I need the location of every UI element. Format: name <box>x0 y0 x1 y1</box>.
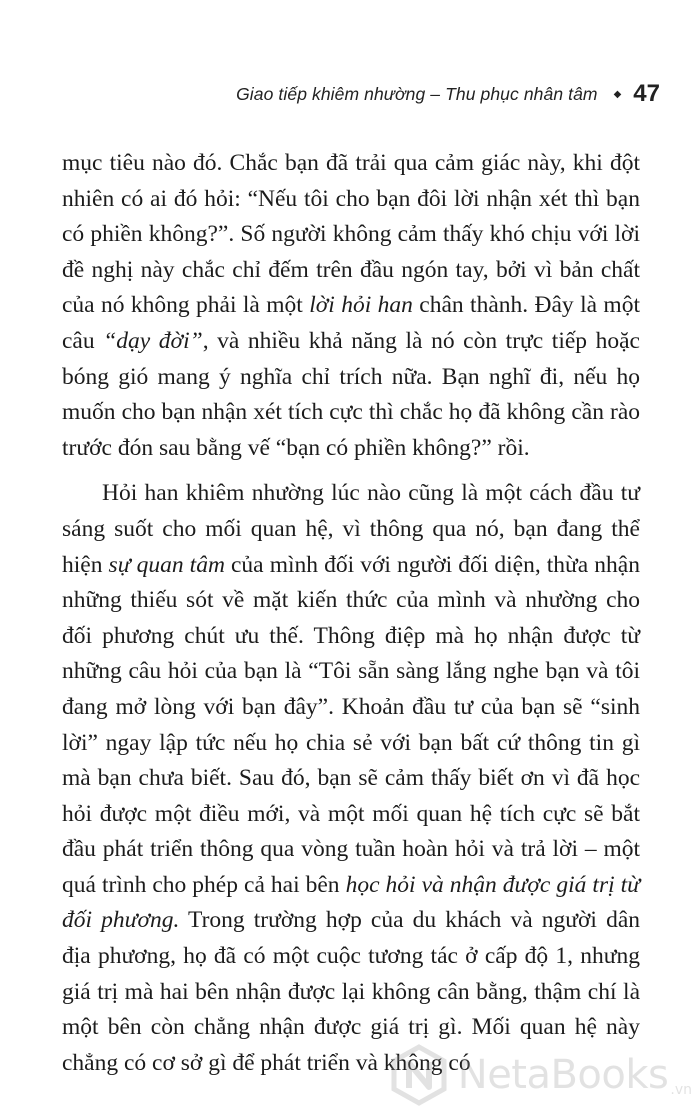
paragraph-1-emphasis-b: “dạy đời” <box>103 327 203 354</box>
netabooks-watermark <box>388 1044 692 1106</box>
paragraph-1-text-c: , và nhiều khả năng là nó còn trực tiếp hoặc bóng gió mang ý nghĩa chỉ trích nữa. Bạn nghĩ đi, nếu họ muốn cho bạn nhận xét tích cực thì chắc họ đã không cần rào trước đón sau bằng vế “bạn có phiền không?” rồi. <box>62 327 640 461</box>
paragraph-2-emphasis-a: sự quan tâm <box>108 551 225 578</box>
paragraph-1 <box>62 146 640 466</box>
page-number: 47 <box>633 80 660 107</box>
paragraph-2-emphasis-b: học hỏi và nhận được giá trị từ đối phương. <box>62 871 640 934</box>
running-header <box>0 80 660 108</box>
paragraph-1-text-a: mục tiêu nào đó. Chắc bạn đã trải qua cảm giác này, khi đột nhiên có ai đó hỏi: “Nếu tôi cho bạn đôi lời nhận xét thì bạn có phiền không?”. Số người không cảm thấy khó chịu với lời đề nghị này chắc chỉ đếm trên đầu ngón tay, bởi vì bản chất của nó không phải là một <box>62 150 640 319</box>
paragraph-1-text-b: chân thành. Đây là một câu <box>62 292 640 354</box>
paragraph-2-text-a: Hỏi han khiêm nhường lúc nào cũng là một cách đầu tư sáng suốt cho mối quan hệ, vì thông qua nó, bạn đang thể hiện <box>62 480 640 578</box>
paragraph-2-text-c: Trong trường hợp của du khách và người dân địa phương, họ đã có một cuộc tương tác ở cấp độ 1, nhưng giá trị mà hai bên nhận được lại không cân bằng, thậm chí là một bên còn chẳng nhận được giá trị gì. Mối quan hệ này chẳng có cơ sở gì để phát triển và không có <box>62 907 640 1076</box>
paragraph-1-emphasis-a: lời hỏi han <box>309 292 413 319</box>
diamond-separator-icon: ◆ <box>613 88 622 100</box>
running-header-title: Giao tiếp khiêm nhường – Thu phục nhân tâm <box>236 83 598 104</box>
watermark-domain-suffix: .vn <box>670 1082 692 1098</box>
page-body <box>62 146 640 1081</box>
netabooks-logo-icon <box>388 1044 450 1106</box>
watermark-brand: NetaBooks <box>457 1052 669 1098</box>
paragraph-2 <box>62 476 640 1081</box>
paragraph-2-text-b: của mình đối với người đối diện, thừa nhận những thiếu sót về mặt kiến thức của mình và nhường cho đối phương chút ưu thế. Thông điệp mà họ nhận được từ những câu hỏi của bạn là “Tôi sẵn sàng lắng nghe bạn và tôi đang mở lòng với bạn đây”. Khoản đầu tư của bạn sẽ “sinh lời” ngay lập tức nếu họ chia sẻ với bạn bất cứ thông tin gì mà bạn chưa biết. Sau đó, bạn sẽ cảm thấy biết ơn vì đã học hỏi được một điều mới, và một mối quan hệ tích cực sẽ bắt đầu phát triển thông qua vòng tuần hoàn hỏi và trả lời – một quá trình cho phép cả hai bên <box>62 551 640 898</box>
